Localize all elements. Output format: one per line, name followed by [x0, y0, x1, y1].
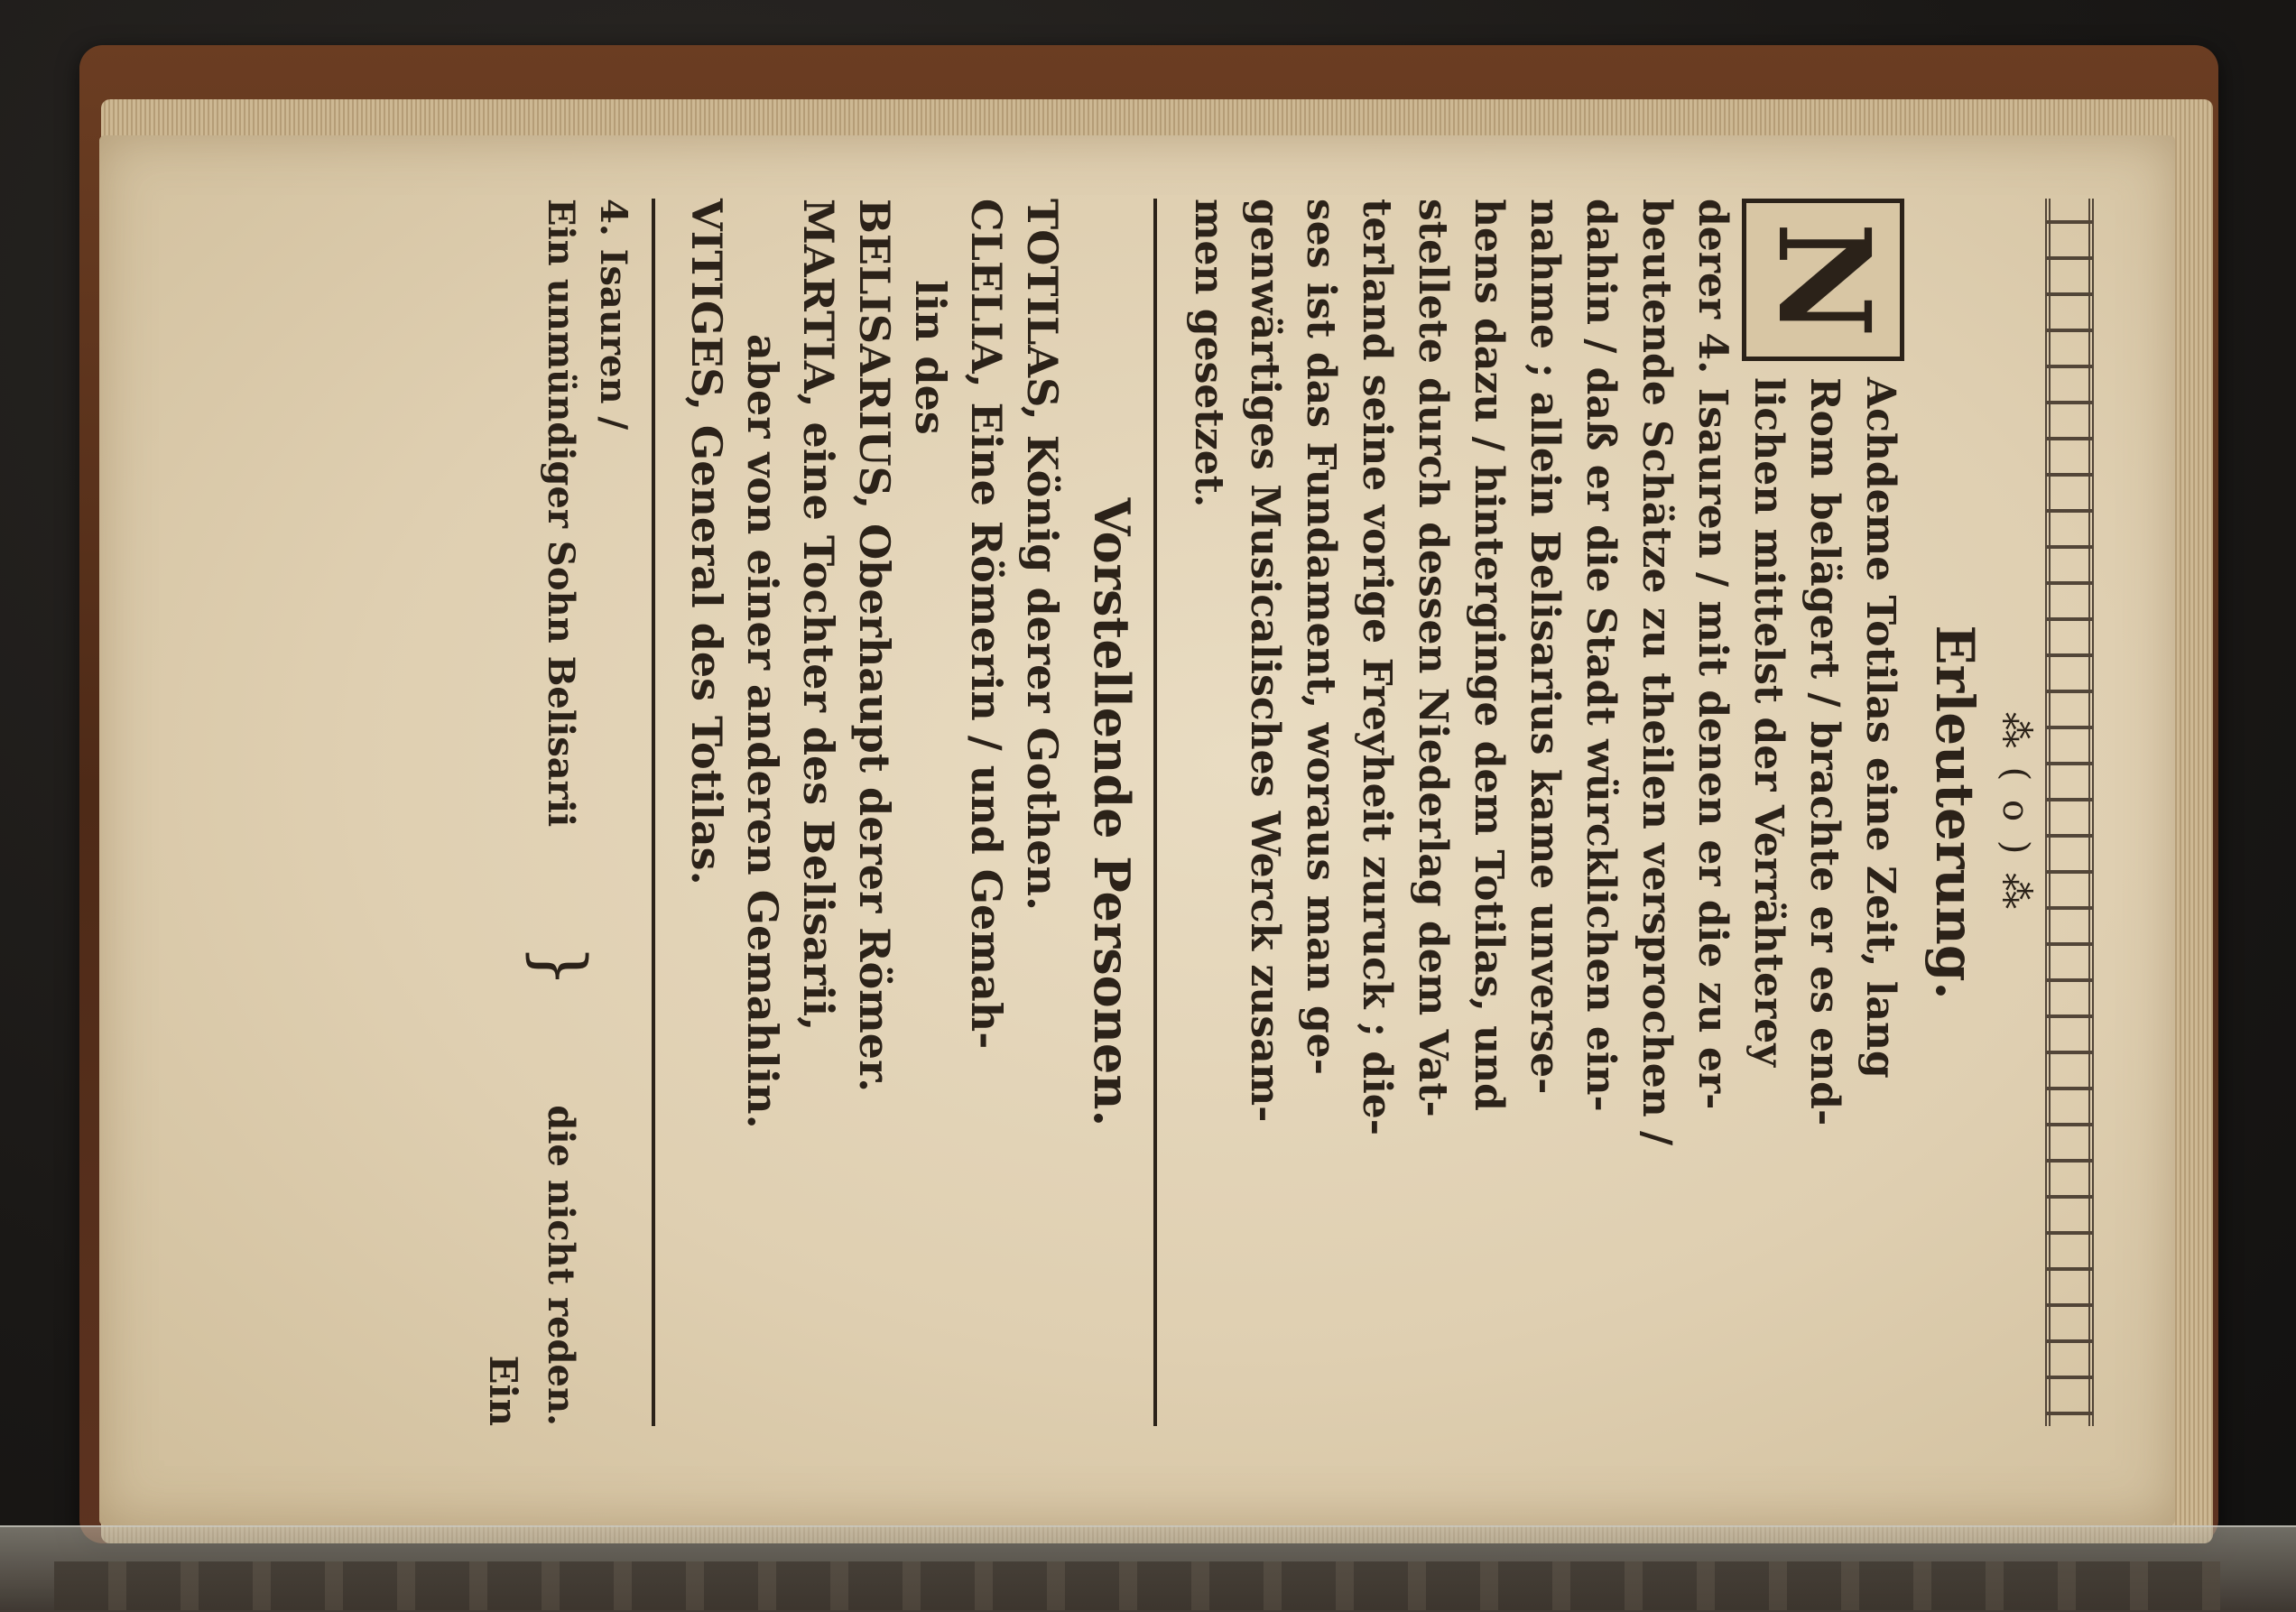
cast-line: MARTIA, eine Tochter des Belisarii,: [794, 199, 843, 1032]
footnote-right-text: die nicht reden.: [540, 1105, 582, 1426]
cast-title: Vorstellende Personen.: [1083, 497, 1141, 1127]
brace-glyph: }: [521, 944, 601, 988]
section-divider: [652, 199, 655, 1426]
paragraph-line: dahin / daß er die Stadt würcklichen ein-: [1578, 199, 1624, 1112]
cast-line: aber von einer anderen Gemahlin.: [738, 334, 787, 1129]
paragraph-line: Achdeme Totilas eine Zeit, lang: [1857, 377, 1903, 1079]
paragraph-line: nahme ; allein Belisarius kame unverse-: [1522, 199, 1568, 1095]
paragraph-line: lichen mittelst der Verrähterey: [1745, 377, 1791, 1067]
cast-line: BELISARIUS, Oberhaupt derer Römer.: [850, 199, 899, 1093]
book-page: [99, 135, 2175, 1525]
page-mark: ⁂ ( o ) ⁂: [1995, 711, 2036, 913]
paragraph-line: hens dazu / hinterginge dem Totilas, und: [1466, 199, 1512, 1111]
cast-line: TOTILAS, König derer Gothen.: [1018, 199, 1067, 912]
rotated-page-content: [99, 135, 2175, 1525]
decorated-initial: N: [1742, 199, 1904, 361]
cast-line: VITIGES, General des Totilas.: [682, 199, 731, 885]
explanation-paragraph: [1180, 199, 1908, 1426]
cast-line: lin des: [906, 280, 955, 435]
footnote-brace-row: [521, 199, 601, 1426]
footnote-line: 4. Isauren /: [592, 199, 634, 431]
mirrored-page-reflection: [54, 1561, 2220, 1610]
paragraph-line: Rom belägert / brachte er es end-: [1801, 377, 1847, 1126]
paragraph-line: men gesetzet.: [1186, 199, 1232, 508]
silent-roles-note: [521, 199, 639, 1426]
paragraph-line: terland seine vorige Freyheit zuruck ; die-: [1354, 199, 1400, 1136]
cast-line: CLELIA, Eine Römerin / und Gemah-: [962, 199, 1011, 1050]
section-divider: [1153, 199, 1157, 1426]
paragraph-line: derer 4. Isauren / mit denen er die zu er-: [1690, 199, 1736, 1110]
catchword: Ein: [481, 1355, 525, 1426]
paragraph-line: genwärtiges Musicalisches Werck zusam-: [1242, 199, 1288, 1123]
paragraph-line: beutende Schätze zu theilen versprochen /: [1634, 199, 1680, 1146]
paragraph-line: stellete durch dessen Niederlag dem Vat-: [1410, 199, 1456, 1117]
page-title: Erleuterung.: [1924, 625, 1986, 1000]
page-text-block: [481, 199, 2094, 1426]
cast-list: [679, 199, 1070, 1426]
ornamental-border: [2045, 199, 2094, 1426]
footnote-left-text: Ein unmündiger Sohn Belisarii: [540, 199, 582, 828]
paragraph-line: ses ist das Fundament, woraus man ge-: [1298, 199, 1344, 1075]
